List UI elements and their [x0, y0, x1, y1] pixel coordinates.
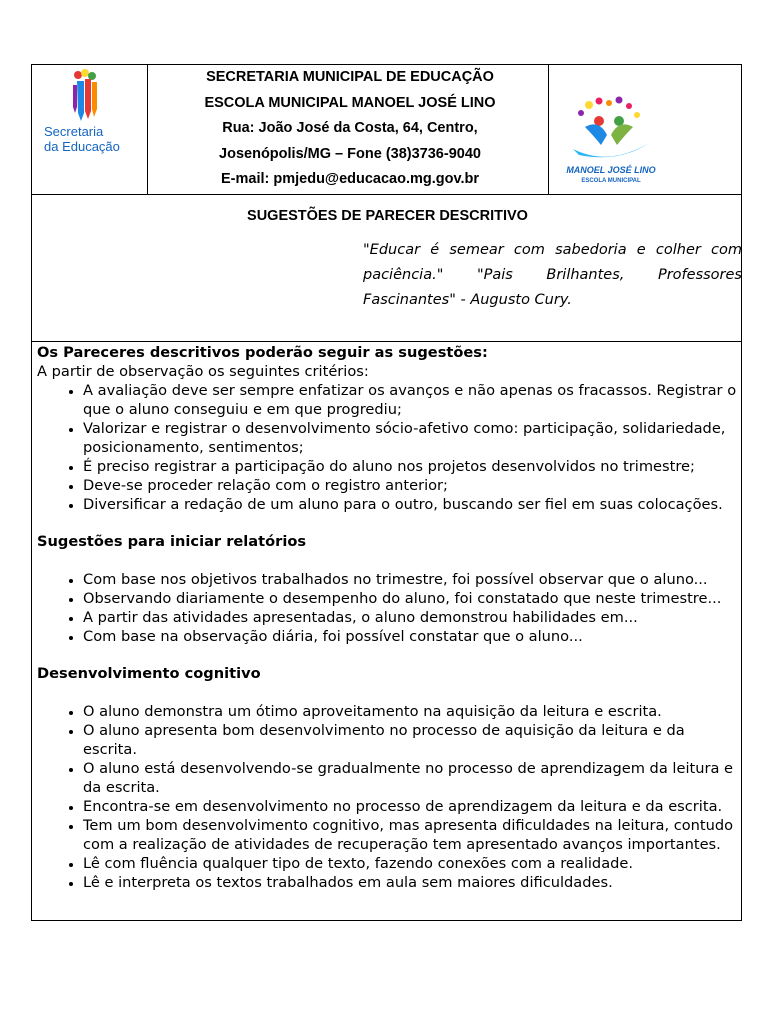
list-item: • É preciso registrar a participação do aluno nos projetos desenvolvidos no trimestre;: [83, 457, 737, 476]
header-line-2: ESCOLA MUNICIPAL MANOEL JOSÉ LINO: [204, 94, 496, 111]
list-item: • Lê com fluência qualquer tipo de texto, fazendo conexões com a realidade.: [83, 854, 737, 873]
escola-manoel-jose-lino-logo: [559, 93, 663, 189]
title-block: [31, 194, 742, 342]
section1-list: [37, 381, 737, 514]
list-item: • Com base nos objetivos trabalhados no trimestre, foi possível observar que o aluno...: [83, 570, 737, 589]
document-title: SUGESTÕES DE PARECER DESCRITIVO: [247, 208, 528, 224]
list-item: • Lê e interpreta os textos trabalhados em aula sem maiores dificuldades.: [83, 873, 737, 892]
content: [37, 343, 737, 892]
section3-list: [37, 702, 737, 892]
list-item: • O aluno demonstra um ótimo aproveitamento na aquisição da leitura e escrita.: [83, 702, 737, 721]
list-item: • A partir das atividades apresentadas, o aluno demonstrou habilidades em...: [83, 608, 737, 627]
section2-list: [37, 570, 737, 646]
list-item: • Tem um bom desenvolvimento cognitivo, mas apresenta dificuldades na leitura, contudo com a realização de atividades de recuperação tem apresentado avanços importantes.: [83, 816, 737, 854]
list-item: • O aluno apresenta bom desenvolvimento no processo de aquisição da leitura e da escrita.: [83, 721, 737, 759]
list-item: • Valorizar e registrar o desenvolvimento sócio-afetivo como: participação, solidariedade, posicionamento, sentimentos;: [83, 419, 737, 457]
header-table: [31, 64, 742, 195]
header-line-5: E-mail: pmjedu@educacao.mg.gov.br: [221, 171, 479, 187]
logo-left-text2: da Educação: [44, 139, 120, 154]
content-box: [31, 341, 742, 921]
secretaria-educacao-logo: [38, 67, 134, 163]
header-divider-left: [147, 65, 148, 194]
list-item: • Deve-se proceder relação com o registro anterior;: [83, 476, 737, 495]
section1-intro: A partir de observação os seguintes critérios:: [37, 363, 369, 380]
list-item: • Com base na observação diária, foi possível constatar que o aluno...: [83, 627, 737, 646]
header-line-1: SECRETARIA MUNICIPAL DE EDUCAÇÃO: [206, 69, 494, 85]
header-text: [150, 65, 550, 193]
list-item: • O aluno está desenvolvendo-se gradualmente no processo de aprendizagem da leitura e da escrita.: [83, 759, 737, 797]
section1-heading: Os Pareceres descritivos poderão seguir as sugestões:: [37, 344, 488, 361]
quote-text: "Educar é semear com sabedoria e colher com paciência." "Pais Brilhantes, Professores Fascinantes" - Augusto Cury.: [363, 242, 742, 308]
list-item: • Diversificar a redação de um aluno para o outro, buscando ser fiel em suas colocações.: [83, 495, 737, 514]
logo-right-text1: MANOEL JOSÉ LINO: [566, 165, 656, 175]
list-item: • A avaliação deve ser sempre enfatizar os avanços e não apenas os fracassos. Registrar o que o aluno conseguiu e em que progrediu;: [83, 381, 737, 419]
logo-right-text2: ESCOLA MUNICIPAL: [581, 178, 641, 184]
header-line-3: Rua: João José da Costa, 64, Centro,: [222, 120, 478, 136]
list-item: • Encontra-se em desenvolvimento no processo de aprendizagem da leitura e da escrita.: [83, 797, 737, 816]
header-line-4: Josenópolis/MG – Fone (38)3736-9040: [219, 145, 481, 162]
logo-left-text1: Secretaria: [44, 124, 104, 139]
section2-heading: Sugestões para iniciar relatórios: [37, 533, 307, 550]
section3-heading: Desenvolvimento cognitivo: [37, 665, 261, 682]
list-item: • Observando diariamente o desempenho do aluno, foi constatado que neste trimestre...: [83, 589, 737, 608]
